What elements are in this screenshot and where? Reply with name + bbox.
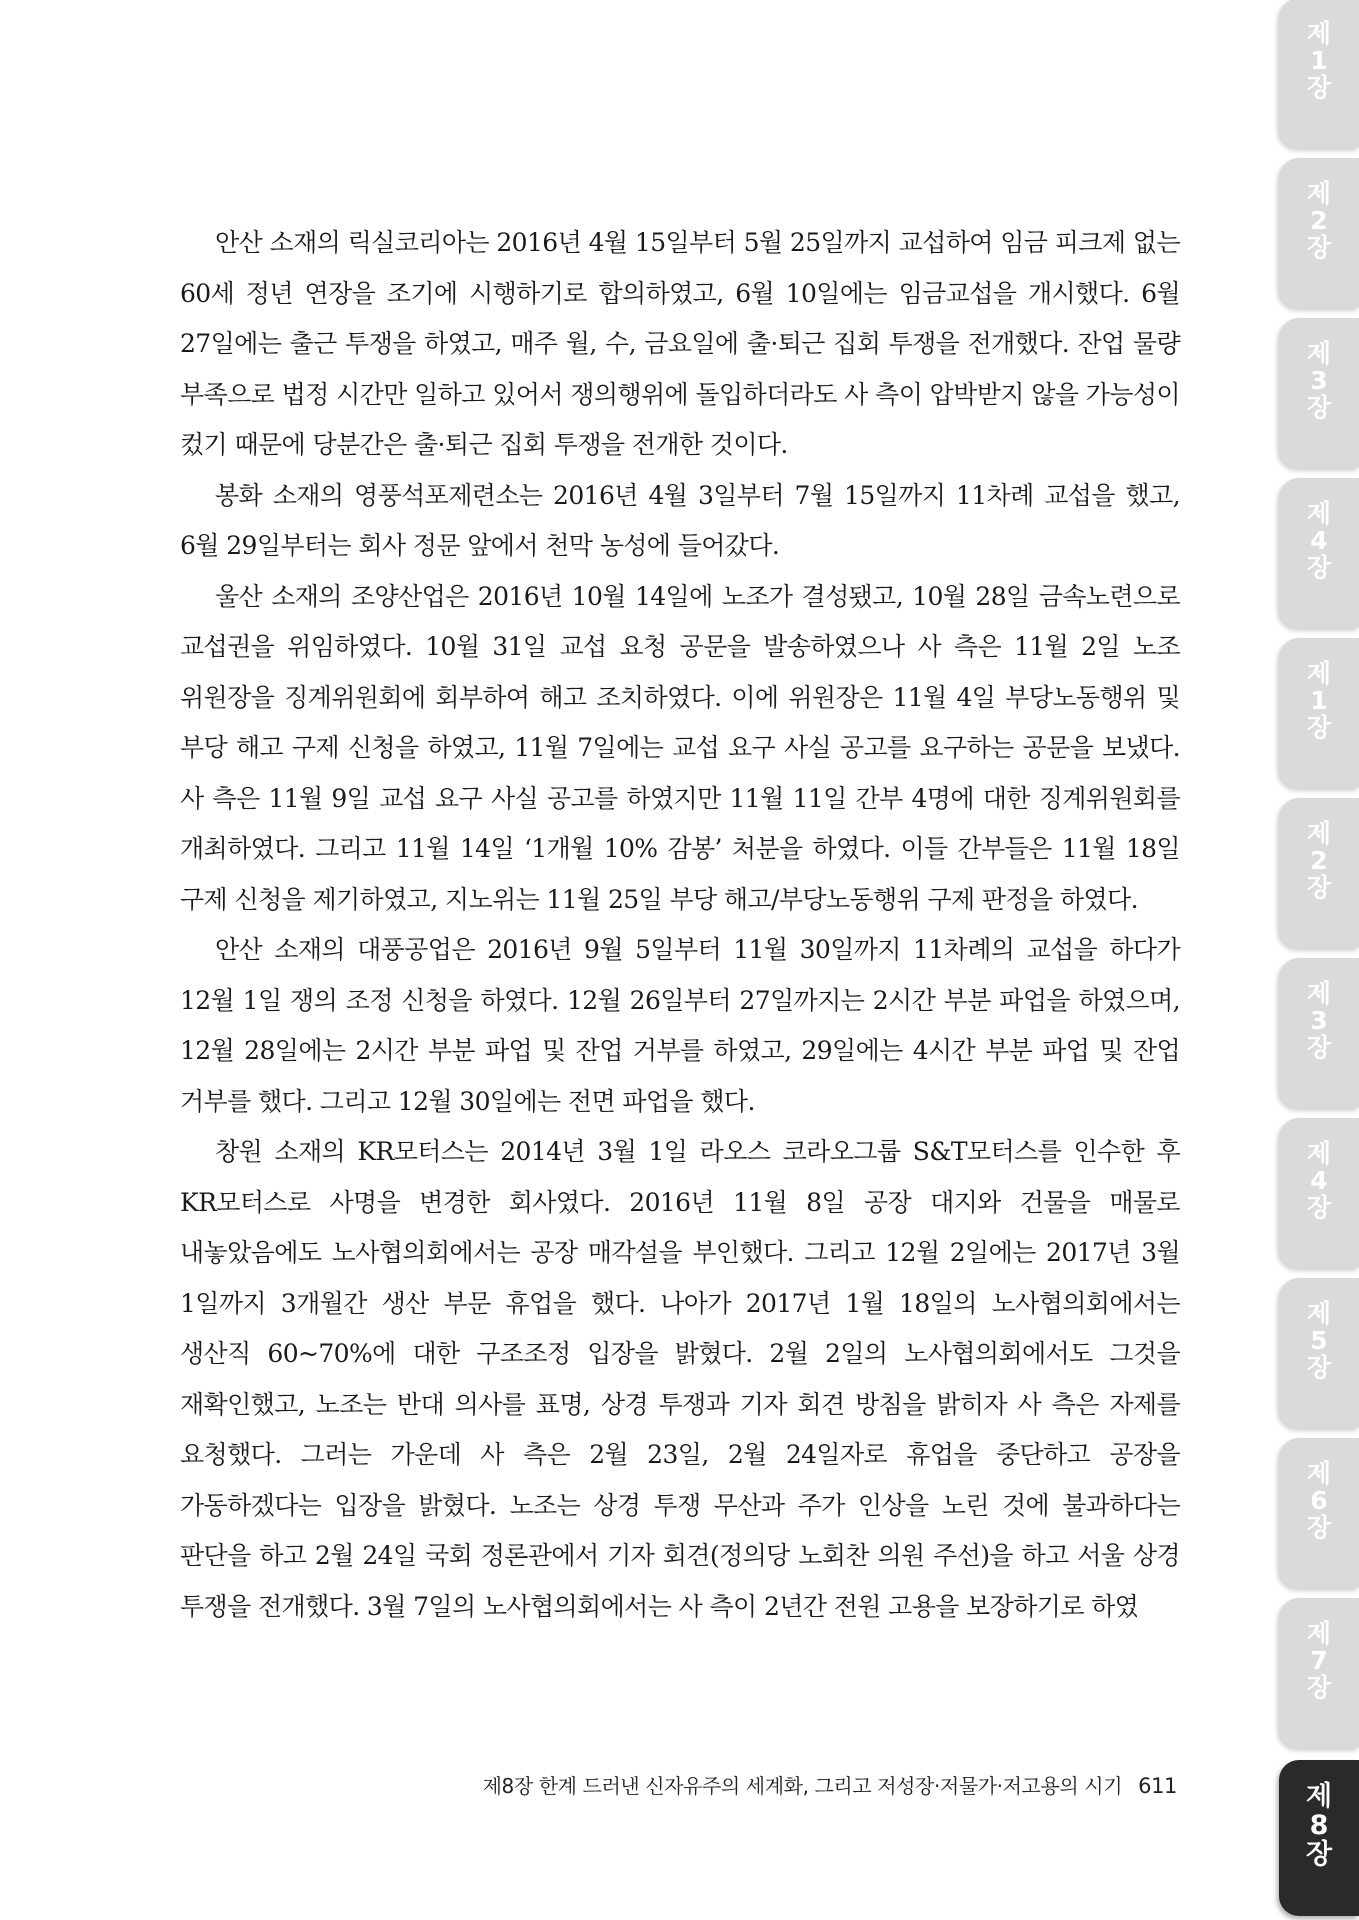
tab-prefix: 제 [1306,499,1332,528]
tab-suffix: 장 [1306,1193,1332,1222]
chapter-tab-1[interactable] [1279,0,1359,148]
tab-number: 2 [1310,846,1328,875]
tab-suffix: 장 [1306,713,1332,742]
tab-number: 8 [1309,1810,1329,1841]
tab-number: 4 [1310,1166,1328,1195]
tab-prefix: 제 [1306,1299,1332,1328]
tab-suffix: 장 [1306,553,1332,582]
tab-suffix: 장 [1306,1673,1332,1702]
chapter-tab-7[interactable] [1279,1598,1359,1748]
tab-prefix: 제 [1306,19,1332,48]
page-number: 611 [1138,1774,1177,1798]
tab-prefix: 제 [1305,1781,1333,1812]
chapter-tab-5[interactable] [1279,1278,1359,1428]
tab-prefix: 제 [1306,819,1332,848]
tab-number: 2 [1310,206,1328,235]
tab-number: 4 [1310,526,1328,555]
tab-suffix: 장 [1306,1513,1332,1542]
tab-number: 1 [1310,686,1328,715]
chapter-tab-1b[interactable] [1279,638,1359,788]
chapter-tab-4[interactable] [1279,478,1359,628]
tab-number: 1 [1310,46,1328,75]
tab-number: 6 [1310,1486,1328,1515]
tab-number: 5 [1310,1326,1328,1355]
chapter-tabs [1279,0,1359,1920]
paragraph: 창원 소재의 KR모터스는 2014년 3월 1일 라오스 코라오그룹 S&T모터스를 인수한 후 KR모터스로 사명을 변경한 회사였다. 2016년 11월 8일 공장 대지와 건물을 매물로 내놓았음에도 노사협의회에서는 공장 매각설을 부인했다. 그리고 12월 2일에는 2017년 3월 1일까지 3개월간 생산 부문 휴업을 했다. 나아가 2017년 1월 18일의 노사협의회에서는 생산직 60~70%에 대한 구조조정 입장을 밝혔다. 2월 2일의 노사협의회에서도 그것을 재확인했고, 노조는 반대 의사를 표명, 상경 투쟁과 기자 회견 방침을 밝히자 사 측은 자제를 요청했다. 그러는 가운데 사 측은 2월 23일, 2월 24일자로 휴업을 중단하고 공장을 가동하겠다는 입장을 밝혔다. 노조는 상경 투쟁 무산과 주가 인상을 노린 것에 불과하다는 판단을 하고 2월 24일 국회 정론관에서 기자 회견(정의당 노회찬 의원 주선)을 하고 서울 상경 투쟁을 전개했다. 3월 7일의 노사협의회에서는 사 측이 2년간 전원 고용을 보장하기로 하였 [180,1137,1180,1621]
paragraph: 봉화 소재의 영풍석포제련소는 2016년 4월 3일부터 7월 15일까지 11차례 교섭을 했고, 6월 29일부터는 회사 정문 앞에서 천막 농성에 들어갔다. [180,480,1180,560]
tab-suffix: 장 [1306,873,1332,902]
tab-prefix: 제 [1306,1619,1332,1648]
page-footer [483,1770,1177,1799]
tab-prefix: 제 [1306,1139,1332,1168]
chapter-tab-4b[interactable] [1279,1118,1359,1268]
tab-prefix: 제 [1306,659,1332,688]
tab-suffix: 장 [1306,393,1332,422]
tab-number: 3 [1310,1006,1328,1035]
chapter-tab-3[interactable] [1279,318,1359,468]
tab-suffix: 장 [1306,73,1332,102]
tab-suffix: 장 [1305,1839,1333,1870]
tab-prefix: 제 [1306,179,1332,208]
paragraph: 울산 소재의 조양산업은 2016년 10월 14일에 노조가 결성됐고, 10월 28일 금속노련으로 교섭권을 위임하였다. 10월 31일 교섭 요청 공문을 발송하였으나 사 측은 11월 2일 노조 위원장을 징계위원회에 회부하여 해고 조치하였다. 이에 위원장은 11월 4일 부당노동행위 및 부당 해고 구제 신청을 하였고, 11월 7일에는 교섭 요구 사실 공고를 요구하는 공문을 보냈다. 사 측은 11월 9일 교섭 요구 사실 공고를 하였지만 11월 11일 간부 4명에 대한 징계위원회를 개최하였다. 그리고 11월 14일 ‘1개월 10% 감봉’ 처분을 하였다. 이들 간부들은 11월 18일 구제 신청을 제기하였고, 지노위는 11월 25일 부당 해고/부당노동행위 구제 판정을 하였다. [180,581,1180,914]
running-title: 제8장 한계 드러낸 신자유주의 세계화, 그리고 저성장·저물가·저고용의 시기 [482,1774,1123,1798]
tab-number: 3 [1310,366,1328,395]
paragraph: 안산 소재의 대풍공업은 2016년 9월 5일부터 11월 30일까지 11차례의 교섭을 하다가 12월 1일 쟁의 조정 신청을 하였다. 12월 26일부터 27일까지는 2시간 부분 파업을 하였으며, 12월 28일에는 2시간 부분 파업 및 잔업 거부를 하였고, 29일에는 4시간 부분 파업 및 잔업 거부를 했다. 그리고 12월 30일에는 전면 파업을 했다. [180,935,1180,1116]
tab-prefix: 제 [1306,339,1332,368]
tab-suffix: 장 [1306,1033,1332,1062]
paragraph: 안산 소재의 릭실코리아는 2016년 4월 15일부터 5월 25일까지 교섭하여 임금 피크제 없는 60세 정년 연장을 조기에 시행하기로 합의하였고, 6월 10일에는 임금교섭을 개시했다. 6월 27일에는 출근 투쟁을 하였고, 매주 월, 수, 금요일에 출·퇴근 집회 투쟁을 전개했다. 잔업 물량 부족으로 법정 시간만 일하고 있어서 쟁의행위에 돌입하더라도 사 측이 압박받지 않을 가능성이 컸기 때문에 당분간은 출·퇴근 집회 투쟁을 전개한 것이다. [180,228,1180,459]
chapter-tab-2[interactable] [1279,158,1359,308]
tab-suffix: 장 [1306,1353,1332,1382]
tab-prefix: 제 [1306,1459,1332,1488]
chapter-tab-6[interactable] [1279,1438,1359,1588]
tab-suffix: 장 [1306,233,1332,262]
tab-prefix: 제 [1306,979,1332,1008]
chapter-tab-8-active[interactable] [1279,1760,1359,1916]
tab-number: 7 [1310,1646,1328,1675]
chapter-tab-3b[interactable] [1279,958,1359,1108]
body-text [180,218,1180,1632]
chapter-tab-2b[interactable] [1279,798,1359,948]
